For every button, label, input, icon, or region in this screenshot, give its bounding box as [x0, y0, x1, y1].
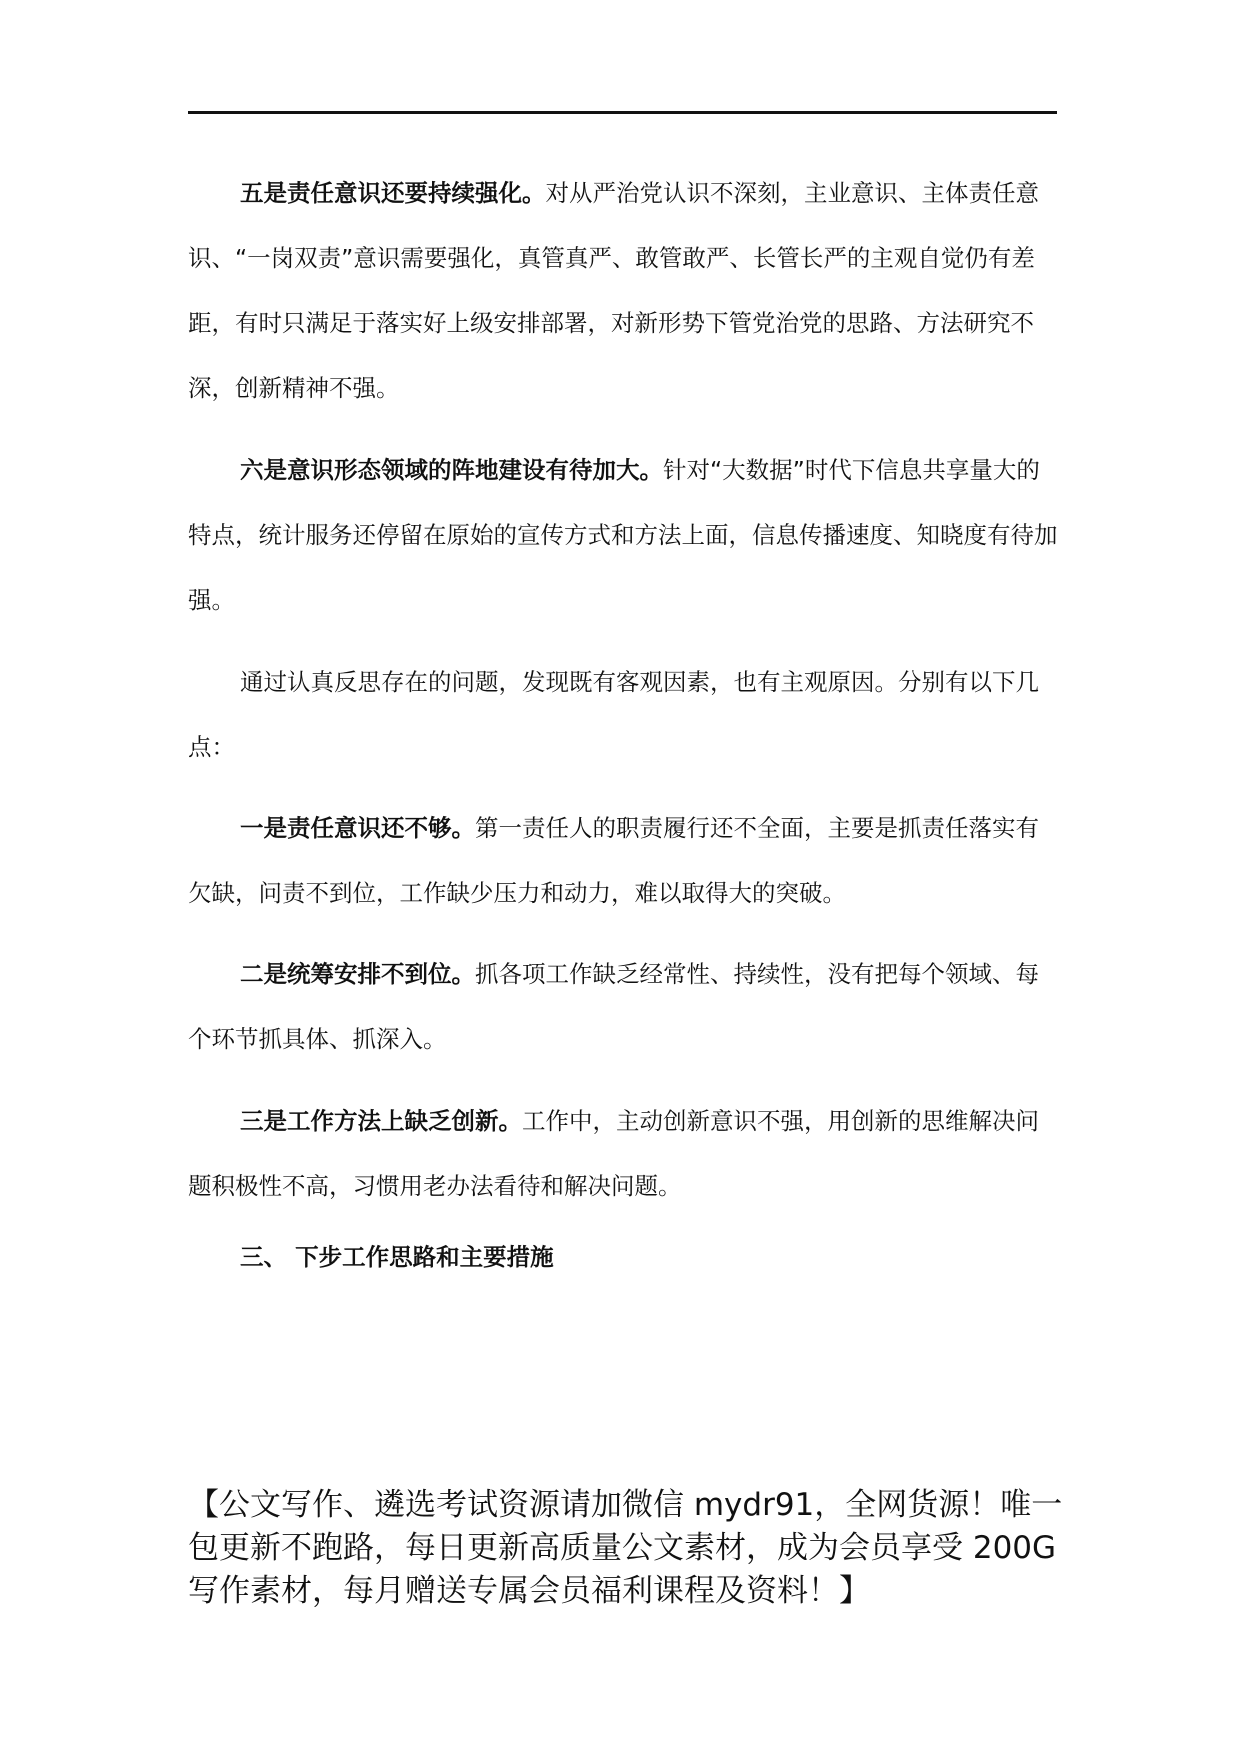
paragraph-lead: 三是工作方法上缺乏创新。 — [240, 1107, 522, 1135]
paragraph-reflection — [188, 650, 1060, 780]
paragraph-text: 第一责任人的职责履行还不全面，主要是抓责任落实有欠缺，问责不到位，工作缺少压力和动力，难以取得大的突破。 — [188, 814, 1039, 907]
paragraph-6 — [188, 438, 1060, 633]
paragraph-reason-3 — [188, 1089, 1060, 1219]
paragraph-5 — [188, 161, 1060, 421]
paragraph-text: 工作中，主动创新意识不强，用创新的思维解决问题积极性不高，习惯用老办法看待和解决问题。 — [188, 1107, 1039, 1200]
paragraph-text: 对从严治党认识不深刻，主业意识、主体责任意识、“一岗双责”意识需要强化，真管真严、敢管敢严、长管长严的主观自觉仍有差距，有时只满足于落实好上级安排部署，对新形势下管党治党的思路、方法研究不深，创新精神不强。 — [188, 179, 1039, 402]
paragraph-lead: 一是责任意识还不够。 — [240, 814, 475, 842]
paragraph-lead: 六是意识形态领域的阵地建设有待加大。 — [240, 456, 663, 484]
footer-promo: 【公文写作、遴选考试资源请加微信 mydr91，全网货源！唯一包更新不跑路，每日更新高质量公文素材，成为会员享受 200G 写作素材，每月赠送专属会员福利课程及资料！】 — [188, 1487, 1063, 1609]
paragraph-text: 抓各项工作缺乏经常性、持续性，没有把每个领域、每个环节抓具体、抓深入。 — [188, 960, 1039, 1053]
paragraph-reason-2 — [188, 942, 1060, 1072]
paragraph-reason-1 — [188, 796, 1060, 926]
section-heading: 三、 下步工作思路和主要措施 — [240, 1243, 554, 1271]
header-rule — [188, 111, 1057, 114]
paragraph-text: 针对“大数据”时代下信息共享量大的特点，统计服务还停留在原始的宣传方式和方法上面，信息传播速度、知晓度有待加强。 — [188, 456, 1058, 614]
paragraph-lead: 五是责任意识还要持续强化。 — [240, 179, 546, 207]
paragraph-text: 通过认真反思存在的问题，发现既有客观因素，也有主观原因。分别有以下几点： — [188, 668, 1039, 761]
paragraph-lead: 二是统筹安排不到位。 — [240, 960, 475, 988]
